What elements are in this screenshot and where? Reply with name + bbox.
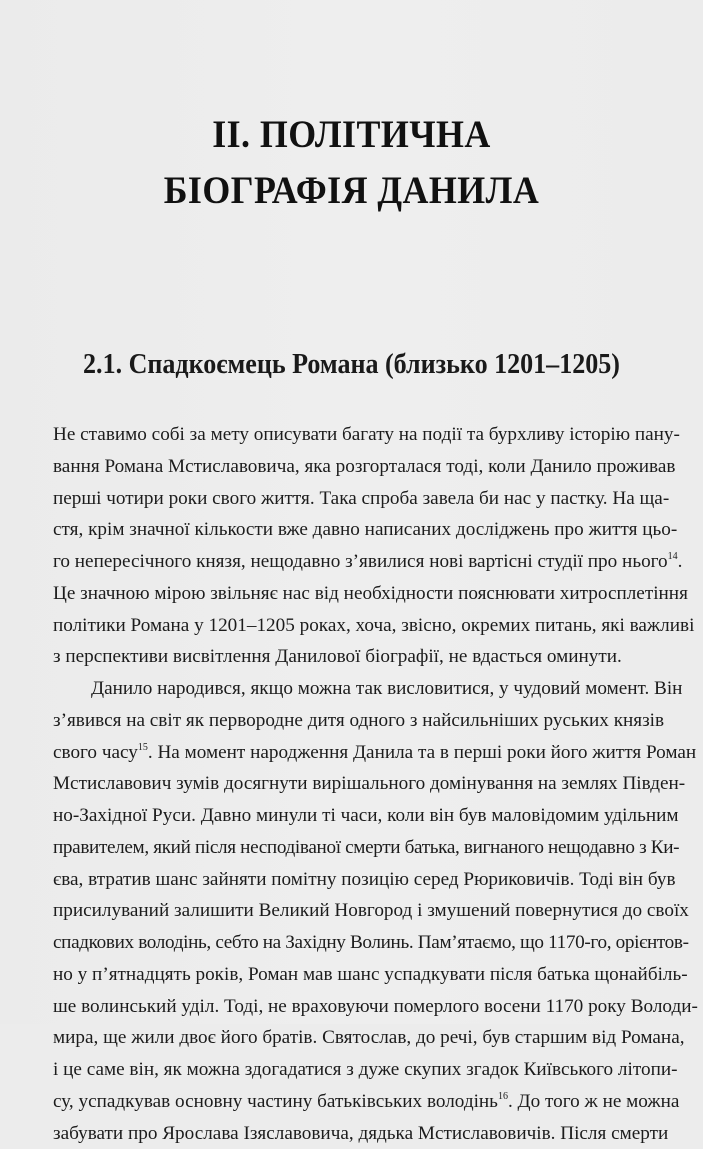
text-line: мира, ще жили двоє його братів. Святослав, до речі, був старшим від Романа, <box>53 1022 653 1054</box>
paragraph-2 <box>53 673 653 1149</box>
text-line: но-Західної Руси. Давно минули ті часи, коли він був маловідомим удільним <box>53 800 653 832</box>
text-line: правителем, який після несподіваної смерти батька, вигнаного нещодавно з Ки- <box>53 832 653 864</box>
text-line: ше волинський уділ. Тоді, не враховуючи померлого восени 1170 року Володи- <box>53 991 653 1023</box>
body-text <box>53 419 653 1149</box>
text-line <box>53 1086 653 1118</box>
text-line: вання Романа Мстиславовича, яка розгорталася тоді, коли Данило проживав <box>53 451 653 483</box>
text-line: Данило народився, якщо можна так висловитися, у чудовий момент. Він <box>53 673 653 705</box>
chapter-title-line-1: II. ПОЛІТИЧНА <box>28 107 675 163</box>
paragraph-1 <box>53 419 653 673</box>
text-line: присилуваний залишити Великий Новгород і змушений повернутися до своїх <box>53 895 653 927</box>
text-line: з перспективи висвітлення Данилової біографії, не вдасться оминути. <box>53 641 653 673</box>
text-line: з’явився на світ як первородне дитя одного з найсильніших руських князів <box>53 705 653 737</box>
chapter-title-line-2: БІОГРАФІЯ ДАНИЛА <box>28 163 675 219</box>
text-segment: свого часу <box>53 742 138 763</box>
section-title: 2.1. Спадкоємець Романа (близько 1201–1205) <box>25 345 679 385</box>
text-line: і це саме він, як можна здогадатися з дуже скупих згадок Київського літопи- <box>53 1054 653 1086</box>
text-line: забувати про Ярослава Ізяславовича, дядька Мстиславовичів. Після смерти <box>53 1118 653 1149</box>
text-segment: . До того ж не можна <box>508 1091 680 1112</box>
text-line: но у п’ятнадцять років, Роман мав шанс успадкувати після батька щонайбіль- <box>53 959 653 991</box>
footnote-ref-16[interactable]: 16 <box>498 1091 508 1102</box>
text-line: спадкових володінь, себто на Західну Волинь. Пам’ятаємо, що 1170-го, орієнтов- <box>53 927 653 959</box>
chapter-title <box>28 107 675 219</box>
text-line: Це значною мірою звільняє нас від необхідности пояснювати хитросплетіння <box>53 578 653 610</box>
text-line <box>53 737 653 769</box>
text-segment: . <box>678 551 683 572</box>
text-line: єва, втратив шанс зайняти помітну позицію серед Рюриковичів. Тоді він був <box>53 864 653 896</box>
text-line: Мстиславович зумів досягнути вирішального домінування на землях Півден- <box>53 768 653 800</box>
footnote-ref-15[interactable]: 15 <box>138 742 148 753</box>
text-segment: су, успадкував основну частину батьківських володінь <box>53 1091 498 1112</box>
text-line: Не ставимо собі за мету описувати багату на події та бурхливу історію пану- <box>53 419 653 451</box>
footnote-ref-14[interactable]: 14 <box>668 551 678 562</box>
text-line: політики Романа у 1201–1205 роках, хоча, звісно, окремих питань, які важливі <box>53 610 653 642</box>
text-line: стя, крім значної кількости вже давно написаних досліджень про життя цьо- <box>53 514 653 546</box>
text-segment: . На момент народження Данила та в перші роки його життя Роман <box>148 742 696 763</box>
text-segment: го непересічного князя, нещодавно з’явилися нові вартісні студії про нього <box>53 551 668 572</box>
text-line <box>53 546 653 578</box>
text-line: перші чотири роки свого життя. Така спроба завела би нас у пастку. На ща- <box>53 483 653 515</box>
